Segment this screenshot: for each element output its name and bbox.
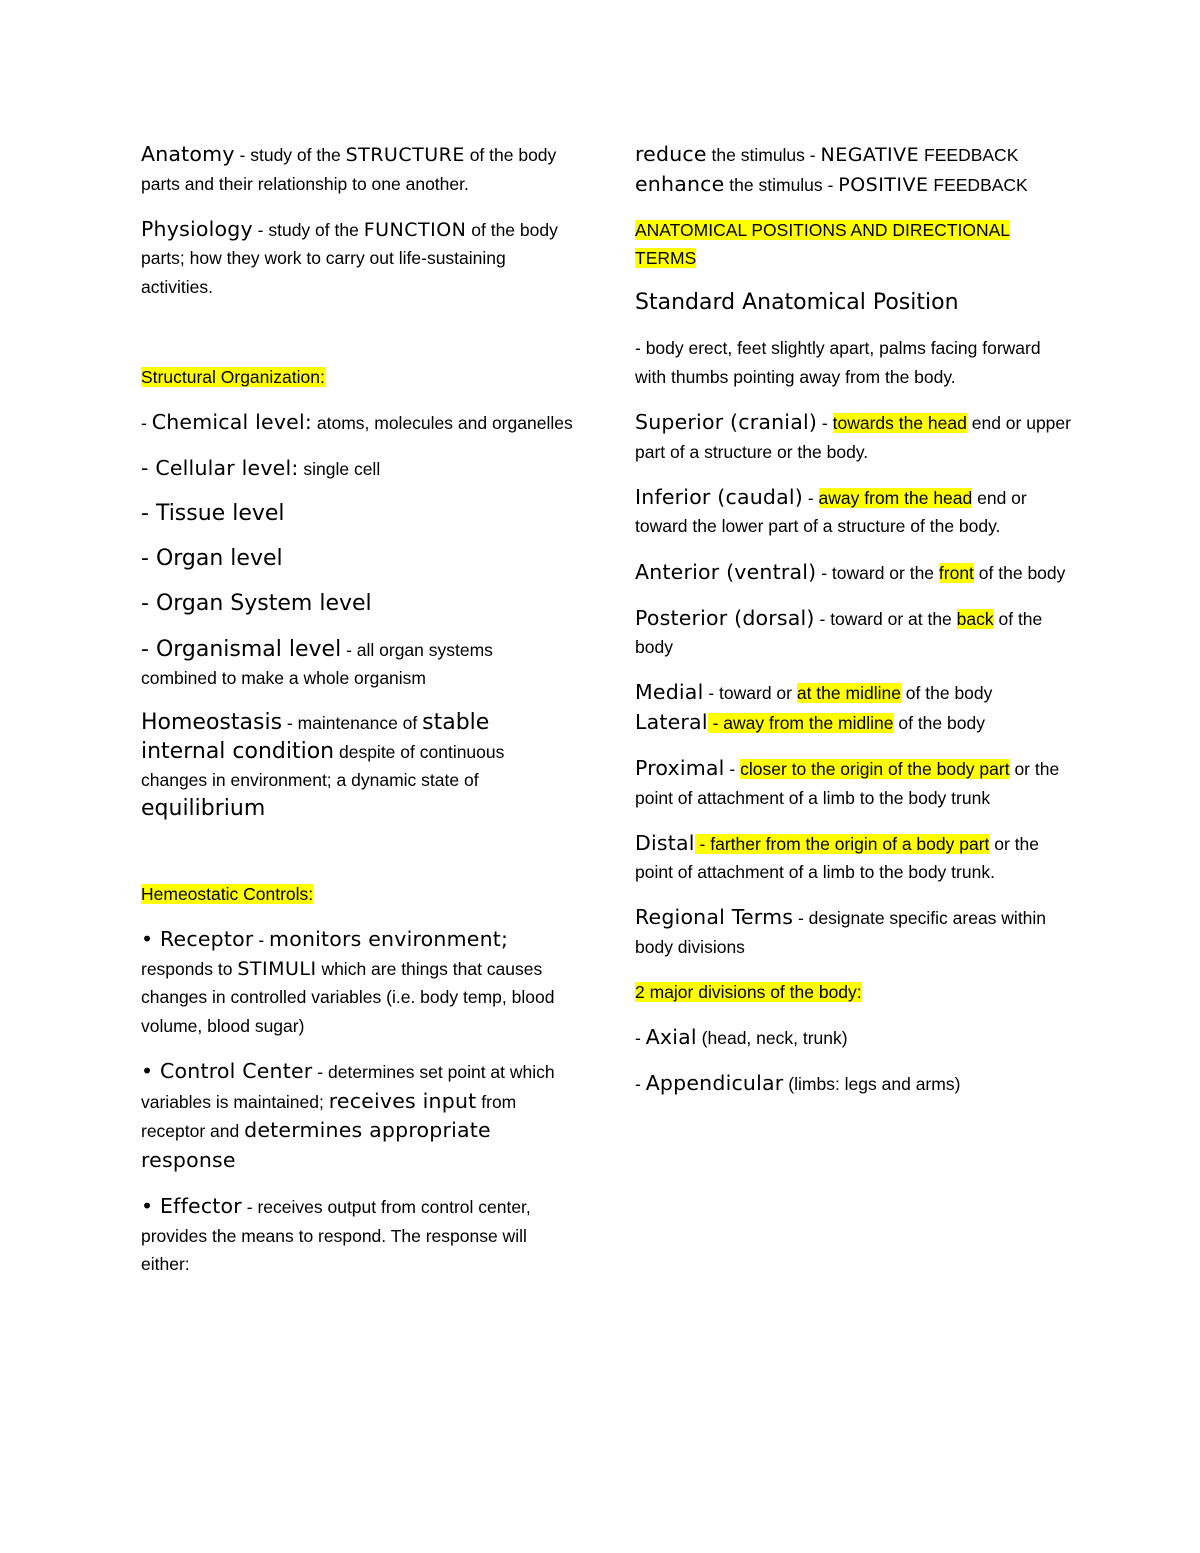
homeostasis-definition <box>141 709 573 823</box>
control-center-emphasis: receives input <box>328 1088 477 1113</box>
distal-definition <box>635 829 1073 887</box>
standard-position-term: Standard Anatomical Position <box>635 290 959 316</box>
spacer <box>141 840 573 880</box>
control-center-item <box>141 1057 573 1175</box>
axial-term: Axial <box>645 1025 697 1050</box>
effector-text: - receives output from control center, provides the means to respond. The response will either: <box>141 1196 531 1275</box>
anatomy-definition <box>141 140 573 198</box>
medial-text: - toward or <box>703 683 797 704</box>
negative-feedback-line <box>635 140 1073 170</box>
anatomy-text: - study of the <box>234 145 346 165</box>
organ-level-term: Organ level <box>155 546 283 572</box>
superior-highlight: towards the head <box>832 413 967 434</box>
bullet-icon: • <box>141 1193 161 1218</box>
right-column <box>635 140 1073 1115</box>
organ-level <box>141 545 573 574</box>
anatomical-positions-heading <box>635 216 1073 273</box>
major-divisions-heading <box>635 978 1073 1007</box>
positive-emphasis: POSITIVE <box>838 173 929 196</box>
control-center-emphasis-2: determines appropriate response <box>141 1118 491 1172</box>
homeostatic-controls-label: Hemeostatic Controls: <box>141 884 314 905</box>
left-column <box>141 140 573 1295</box>
effector-term: Effector <box>160 1193 242 1218</box>
lateral-text-end: of the body <box>893 712 985 733</box>
homeostasis-term: Homeostasis <box>141 710 283 736</box>
medial-definition <box>635 678 1073 708</box>
superior-definition <box>635 408 1073 466</box>
control-center-text-mid: from receptor and <box>141 1091 517 1142</box>
level-prefix: - <box>141 546 156 572</box>
anatomy-text-end: of the body parts and their relationship to one another. <box>141 145 557 194</box>
inferior-definition <box>635 483 1073 541</box>
anterior-highlight: front <box>938 562 974 583</box>
posterior-text: - toward or at the <box>814 608 957 629</box>
reduce-text-end: FEEDBACK <box>919 145 1019 165</box>
distal-highlight: - farther from the origin of a body part <box>694 833 990 854</box>
cellular-level-desc: single cell <box>298 459 381 480</box>
proximal-text: or the point of attachment of a limb to the body trunk <box>635 759 1060 808</box>
regional-terms-definition <box>635 903 1073 961</box>
anterior-text: - toward or the <box>816 562 939 583</box>
bullet-icon: • <box>141 1059 161 1084</box>
level-prefix: - <box>141 456 156 481</box>
axial-desc: (head, neck, trunk) <box>696 1028 848 1049</box>
inferior-text: end or toward the lower part of a structure of the body. <box>635 487 1027 537</box>
level-prefix: - <box>141 501 156 527</box>
medial-text-end: of the body <box>900 683 993 704</box>
level-prefix: - <box>141 413 152 434</box>
anatomy-term: Anatomy <box>141 142 235 166</box>
positive-feedback-line <box>635 170 1073 200</box>
posterior-term: Posterior (dorsal) <box>635 605 815 630</box>
tissue-level-term: Tissue level <box>155 501 285 527</box>
proximal-highlight: closer to the origin of the body part <box>740 759 1010 779</box>
bullet-icon: • <box>141 927 161 952</box>
enhance-text-end: FEEDBACK <box>928 174 1028 195</box>
proximal-dash: - <box>724 759 741 779</box>
negative-emphasis: NEGATIVE <box>820 144 920 166</box>
structural-organization-heading <box>141 363 573 392</box>
medial-highlight: at the midline <box>796 683 901 704</box>
chemical-level <box>141 408 573 438</box>
inferior-dash: - <box>802 487 819 508</box>
structural-organization-label: Structural Organization: <box>141 366 325 387</box>
posterior-highlight: back <box>956 608 994 629</box>
physiology-emphasis: FUNCTION <box>363 218 467 241</box>
spacer <box>141 318 573 363</box>
receptor-text: responds to <box>141 958 238 979</box>
posterior-text-end: of the body <box>635 608 1043 658</box>
appendicular-desc: (limbs: legs and arms) <box>783 1074 961 1095</box>
standard-position-title <box>635 289 1073 318</box>
enhance-term: enhance <box>635 171 725 196</box>
regional-terms-text: - designate specific areas within body divisions <box>635 908 1047 957</box>
medial-term: Medial <box>635 680 704 705</box>
division-prefix: - <box>635 1028 646 1049</box>
anterior-definition <box>635 558 1073 588</box>
anterior-term: Anterior (ventral) <box>635 559 817 584</box>
appendicular-division <box>635 1069 1073 1099</box>
receptor-item <box>141 925 573 1040</box>
posterior-definition <box>635 604 1073 662</box>
proximal-term: Proximal <box>635 756 725 780</box>
physiology-text-end: of the body parts; how they work to carry out life-sustaining activities. <box>141 219 558 297</box>
homeostasis-text: - maintenance of <box>282 713 423 734</box>
cellular-level <box>141 454 573 484</box>
level-prefix: - <box>141 636 156 662</box>
division-prefix: - <box>635 1074 646 1095</box>
control-center-text: - determines set point at which variables is maintained; <box>141 1062 555 1112</box>
reduce-term: reduce <box>635 142 707 166</box>
control-center-term: Control Center <box>160 1059 313 1084</box>
organismal-level-desc: - all organ systems combined to make a whole organism <box>141 639 493 689</box>
homeostasis-text-mid: despite of continuous changes in environment; a dynamic state of <box>141 741 505 791</box>
lateral-term: Lateral <box>635 709 708 734</box>
homeostasis-emphasis-2: equilibrium <box>141 796 266 821</box>
receptor-text-end: which are things that causes changes in controlled variables (i.e. body temp, blood volume, blood sugar) <box>141 958 555 1036</box>
standard-position-description: - body erect, feet slightly apart, palms facing forward with thumbs pointing away from the body. <box>635 338 1041 388</box>
organ-system-level <box>141 590 573 619</box>
receptor-emphasis: monitors environment; <box>269 927 509 952</box>
major-divisions-label: 2 major divisions of the body: <box>635 982 862 1003</box>
superior-text: end or upper part of a structure or the body. <box>635 413 1071 462</box>
organ-system-level-term: Organ System level <box>155 591 372 617</box>
chemical-level-term: Chemical level: <box>151 410 312 435</box>
homeostasis-emphasis: stable internal condition <box>141 710 490 764</box>
level-prefix: - <box>141 591 156 617</box>
anatomical-positions-label: ANATOMICAL POSITIONS AND DIRECTIONAL TERMS <box>635 219 1011 269</box>
reduce-text: the stimulus - <box>706 145 821 165</box>
anatomy-emphasis: STRUCTURE <box>345 144 465 166</box>
lateral-highlight: - away from the midline <box>707 712 894 733</box>
chemical-level-desc: atoms, molecules and organelles <box>312 413 573 434</box>
proximal-definition <box>635 754 1073 812</box>
receptor-term: Receptor <box>160 927 254 952</box>
superior-dash: - <box>817 413 833 434</box>
enhance-text: the stimulus - <box>724 174 839 195</box>
physiology-definition <box>141 215 573 302</box>
homeostatic-controls-heading <box>141 880 573 909</box>
superior-term: Superior (cranial) <box>635 410 818 435</box>
receptor-dash: - <box>253 930 270 951</box>
distal-text: or the point of attachment of a limb to the body trunk. <box>635 833 1040 883</box>
receptor-emphasis-2: STIMULI <box>237 957 317 980</box>
cellular-level-term: Cellular level: <box>155 456 299 481</box>
physiology-text: - study of the <box>252 219 364 240</box>
inferior-highlight: away from the head <box>818 487 973 508</box>
physiology-term: Physiology <box>141 216 253 241</box>
anterior-text-end: of the body <box>973 562 1066 583</box>
effector-item <box>141 1192 573 1279</box>
organismal-level <box>141 636 573 693</box>
tissue-level <box>141 500 573 529</box>
organismal-level-term: Organismal level <box>155 636 342 662</box>
axial-division <box>635 1023 1073 1053</box>
appendicular-term: Appendicular <box>645 1071 784 1096</box>
inferior-term: Inferior (caudal) <box>635 484 803 509</box>
distal-term: Distal <box>635 830 695 855</box>
lateral-definition <box>635 708 1073 738</box>
regional-terms-term: Regional Terms <box>635 905 794 930</box>
